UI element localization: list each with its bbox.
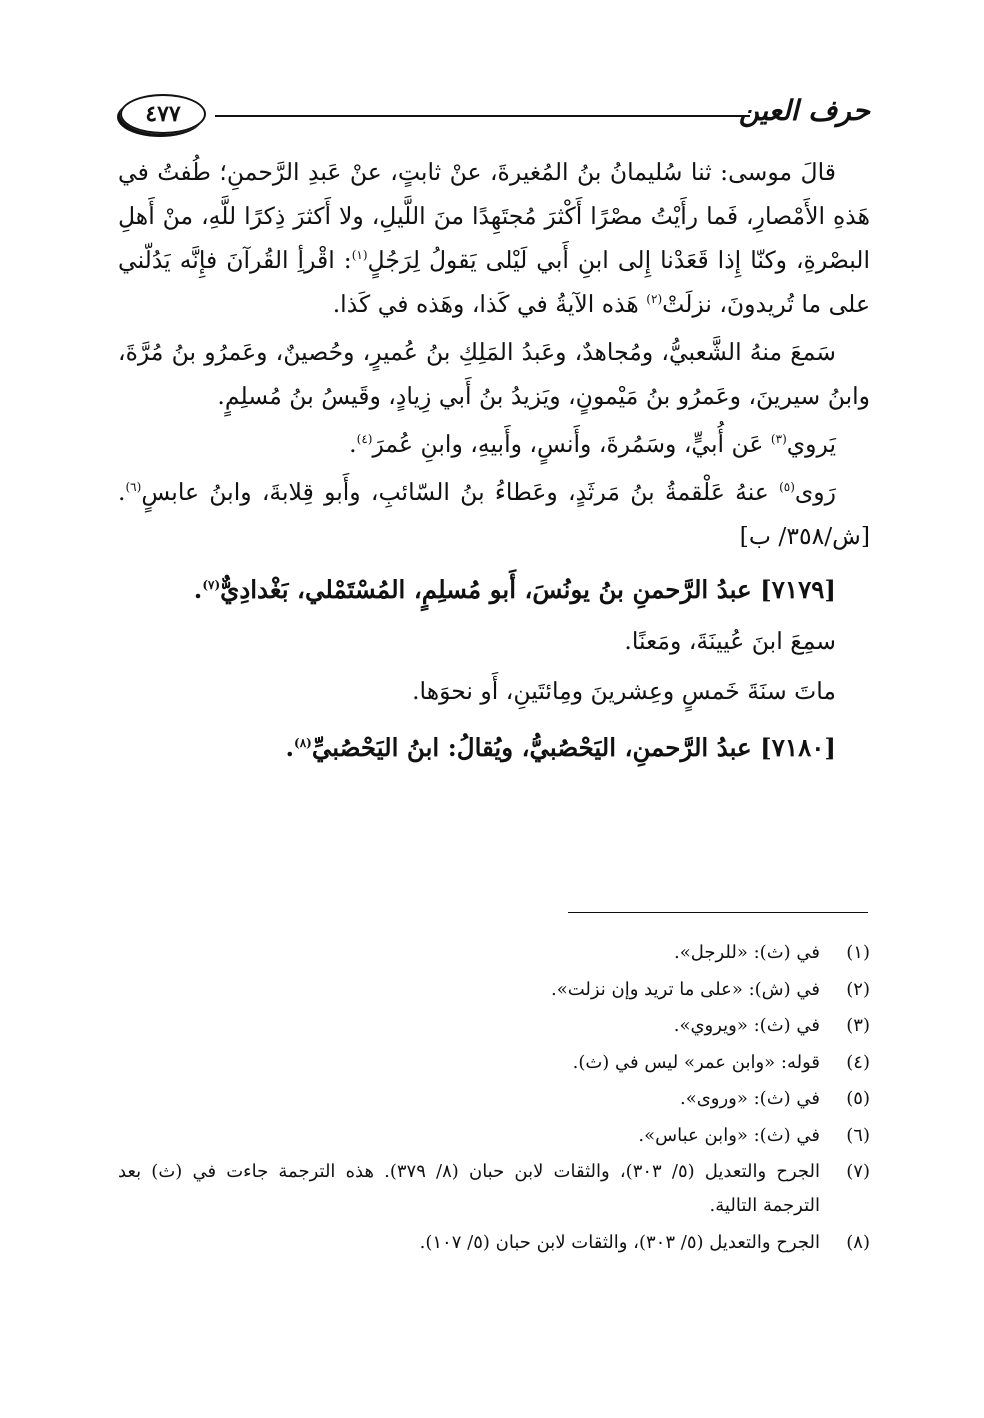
footnote-7 bbox=[118, 1155, 870, 1223]
entry-heading-7180 bbox=[118, 722, 870, 774]
footnote-2 bbox=[118, 973, 870, 1007]
entry-7179-line-2: ماتَ سنَةَ خَمسٍ وعِشرينَ ومِائتَينِ، أَو نحوَها. bbox=[412, 677, 836, 705]
footnote-ref-8: (٨) bbox=[294, 735, 312, 750]
paragraph-1-text-a: قالَ موسى: ثنا سُليمانُ بنُ المُغيرةَ، عنْ ثابتٍ، عنْ عَبدِ الرَّحمنِ؛ طُفتُ في هَذهِ الأَمْصارِ، فَما رأَيْتُ مصْرًا أَكْثرَ مُجتَهِدًا منَ اللَّيلِ، ولا أَكثرَ ذِكرًا للَّهِ، منْ أَهلِ البصْرةِ، وكنّا إِذا قَعَدْنا إِلى ابنِ أَبي لَيْلى يَقولُ لِرَجُلٍ bbox=[118, 158, 870, 274]
paragraph-4-text-a: رَوى bbox=[794, 478, 836, 506]
paragraph-1-text-c: هَذه الآيةُ في كَذا، وهَذه في كَذا. bbox=[332, 290, 647, 318]
footnote-text: في (ث): «ويروي». bbox=[673, 1015, 820, 1036]
footnote-ref-7: (٧) bbox=[202, 577, 221, 592]
footnote-ref-6: (٦) bbox=[125, 480, 142, 495]
footnote-5 bbox=[118, 1082, 870, 1116]
footnote-text: في (ث): «للرجل». bbox=[674, 942, 820, 963]
footnote-text: في (ش): «على ما تريد وإن نزلت». bbox=[550, 978, 820, 1000]
footnote-number: (٢) bbox=[846, 978, 870, 1000]
footnotes bbox=[118, 936, 870, 1262]
paragraph-1 bbox=[118, 150, 870, 326]
paragraph-4 bbox=[118, 470, 870, 558]
footnote-ref-1: (١) bbox=[351, 248, 368, 263]
entry-heading-7180-text: [٧١٨٠] عبدُ الرَّحمنِ، اليَحْصُبيُّ، ويُقالُ: ابنُ اليَحْصُبيِّ bbox=[311, 733, 836, 762]
entry-7179-line-1: سمِعَ ابنَ عُيينَةَ، ومَعنًا. bbox=[624, 627, 836, 655]
paragraph-3-text-c: . bbox=[349, 430, 357, 458]
paragraph-3-text-b: عَن أُبيٍّ، وسَمُرةَ، وأَنسٍ، وأَبيهِ، وابنِ عُمرَ bbox=[372, 430, 771, 458]
footnote-4 bbox=[118, 1046, 870, 1080]
page-header bbox=[120, 88, 870, 144]
footnote-ref-3: (٣) bbox=[770, 432, 787, 447]
footnote-number: (٤) bbox=[846, 1051, 870, 1073]
footnote-number: (٥) bbox=[846, 1088, 870, 1109]
entry-heading-7179-text: [٧١٧٩] عبدُ الرَّحمنِ بنُ يونُسَ، أَبو مُسلِمٍ، المُسْتَمْلي، بَغْدادِيٌّ bbox=[220, 575, 836, 604]
footnote-number: (٦) bbox=[846, 1124, 870, 1146]
footnote-ref-2: (٢) bbox=[646, 292, 663, 307]
entry-heading-7179 bbox=[118, 564, 870, 616]
paragraph-1-text-b: : اقْرأِ القُرآنَ فإِنَّه يَدُلّني على ما تُريدونَ، نزلَتْ bbox=[118, 246, 870, 318]
paragraph-3-text-a: يَروي bbox=[786, 430, 836, 458]
footnote-ref-4: (٤) bbox=[356, 432, 373, 447]
entry-heading-7179-end: . bbox=[193, 575, 203, 604]
paragraph-3 bbox=[118, 422, 870, 466]
paragraph-4-text-c: .[ش/٣٥٨/ ب] bbox=[118, 478, 870, 550]
footnote-text: في (ث): «وابن عباس». bbox=[638, 1124, 820, 1146]
chapter-title: حرف العين bbox=[738, 94, 870, 127]
footnote-6 bbox=[118, 1119, 870, 1153]
footnote-number: (٧) bbox=[846, 1161, 870, 1182]
paragraph-4-text-b: عنهُ عَلْقمةُ بنُ مَرثَدٍ، وعَطاءُ بنُ السّائبِ، وأَبو قِلابةَ، وابنُ عابسٍ bbox=[141, 478, 780, 506]
header-rule bbox=[215, 115, 750, 117]
footnote-text: الجرح والتعديل (٥/ ٣٠٣)، والثقات لابن حبان (٨/ ٣٧٩). هذه الترجمة جاءت في (ث) بعد الترجمة التالية. bbox=[118, 1161, 820, 1216]
footnote-8 bbox=[118, 1226, 870, 1260]
footnote-number: (١) bbox=[846, 942, 870, 963]
footnote-number: (٨) bbox=[846, 1231, 870, 1253]
footnote-number: (٣) bbox=[846, 1015, 870, 1036]
footnote-ref-5: (٥) bbox=[779, 480, 795, 495]
footnote-1 bbox=[118, 936, 870, 970]
page-number: ٤٧٧ bbox=[120, 94, 206, 134]
main-text bbox=[118, 150, 870, 774]
footnote-text: في (ث): «وروى». bbox=[679, 1088, 820, 1109]
entry-heading-7180-end: . bbox=[285, 733, 295, 762]
paragraph-2: سَمعَ منهُ الشَّعبيُّ، ومُجاهدٌ، وعَبدُ المَلِكِ بنُ عُميرٍ، وحُصينٌ، وعَمرُو بنُ مُرَّةَ، وابنُ سيرينَ، وعَمرُو بنُ مَيْمونٍ، ويَزيدُ بنُ أَبي زِيادٍ، وقَيسُ بنُ مُسلِمٍ. bbox=[118, 338, 870, 410]
footnote-text: الجرح والتعديل (٥/ ٣٠٣)، والثقات لابن حبان (٥/ ١٠٧). bbox=[419, 1231, 820, 1253]
footnote-3 bbox=[118, 1009, 870, 1043]
footnote-text: قوله: «وابن عمر» ليس في (ث). bbox=[572, 1051, 820, 1073]
footnote-separator bbox=[568, 912, 868, 913]
